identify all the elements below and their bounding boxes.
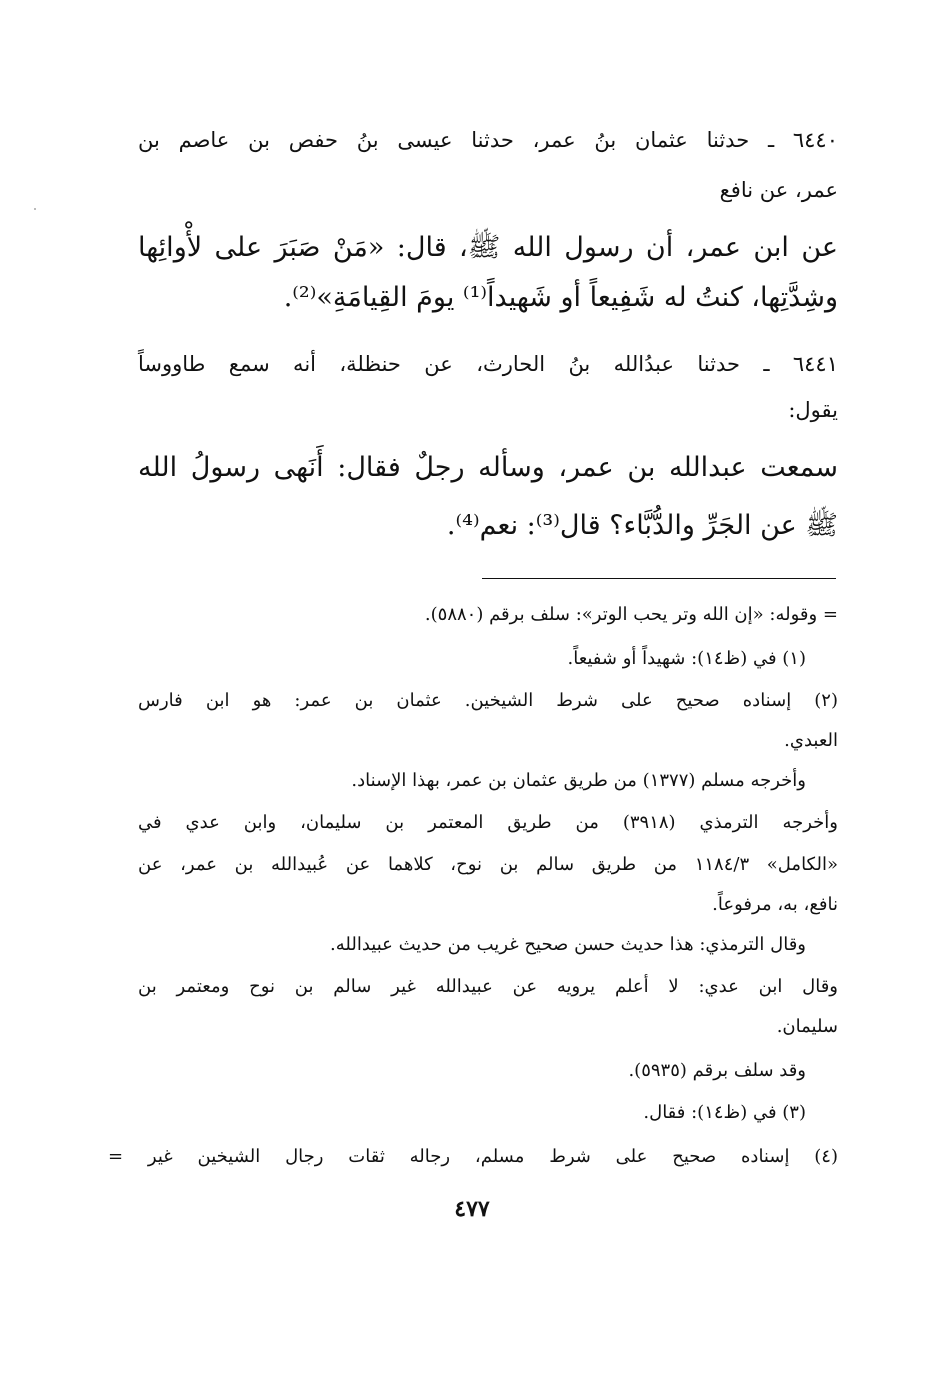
footnote-2-line-3: وأخرجه مسلم (١٣٧٧) من طريق عثمان بن عمر، بهذا الإسناد. [351,770,806,791]
footnote-2-line-9: سليمان. [776,1016,838,1037]
hadith-6441-matn-line-1: سمعت عبدالله بن عمر، وسأله رجلٌ فقال: أَنَهى رسولُ الله [138,452,838,483]
footnote-2-line-5: «الكامل» ١١٨٤/٣ من طريق سالم بن نوح، كلاهما عن عُبيدالله بن عمر، عن [138,854,838,875]
hadith-6441-isnad-line-1: ٦٤٤١ ـ حدثنا عبدُالله بنُ الحارث، عن حنظلة، أنه سمع طاووساً [138,352,838,376]
scan-speck [34,208,36,210]
footnote-2-line-1: (٢) إسناده صحيح على شرط الشيخين. عثمان بن عمر: هو ابن فارس [138,690,838,711]
hadith-6441-matn-line-2: ﷺ عن الجَرِّ والدُّبَّاء؟ قال⁽³⁾: نعم⁽⁴⁾. [446,510,838,541]
footnote-1: (١) في (ظ١٤): شهيداً أو شفيعاً. [567,648,806,669]
footnote-2-line-2: العبدي. [784,730,838,751]
hadith-6440-matn-line-1: عن ابن عمر، أن رسول الله ﷺ، قال: «مَنْ صَبَرَ على لأْوائِها [138,232,838,263]
hadith-6440-isnad-line-1: ٦٤٤٠ ـ حدثنا عثمان بنُ عمر، حدثنا عيسى بنُ حفص بن عاصم بن [138,128,838,152]
footnote-4: (٤) إسناده صحيح على شرط مسلم، رجاله ثقات رجال الشيخين غير = [108,1146,838,1167]
footnote-2-line-7: وقال الترمذي: هذا حديث حسن صحيح غريب من حديث عبيدالله. [330,934,806,955]
footnote-continued: = وقوله: «إن الله وتر يحب الوتر»: سلف برقم (٥٨٨٠). [424,604,838,625]
footnote-2-line-10: وقد سلف برقم (٥٩٣٥). [628,1060,806,1081]
footnote-2-line-4: وأخرجه الترمذي (٣٩١٨) من طريق المعتمر بن سليمان، وابن عدي في [138,812,838,833]
footnote-2-line-8: وقال ابن عدي: لا أعلم يرويه عن عبيدالله غير سالم بن نوح ومعتمر بن [138,976,838,997]
hadith-6440-isnad-line-2: عمر، عن نافع [719,178,838,202]
footnote-separator [482,578,836,579]
footnote-3: (٣) في (ظ١٤): فقال. [643,1102,806,1123]
hadith-6440-matn-line-2: وشِدَّتِها، كنتُ له شَفِيعاً أو شَهيداً⁽¹⁾ يومَ القِيامَةِ»⁽²⁾. [283,282,838,313]
page-number: ٤٧٧ [454,1196,490,1222]
hadith-6441-isnad-line-2: يقول: [788,398,838,422]
footnote-2-line-6: نافع، به، مرفوعاً. [712,894,838,915]
